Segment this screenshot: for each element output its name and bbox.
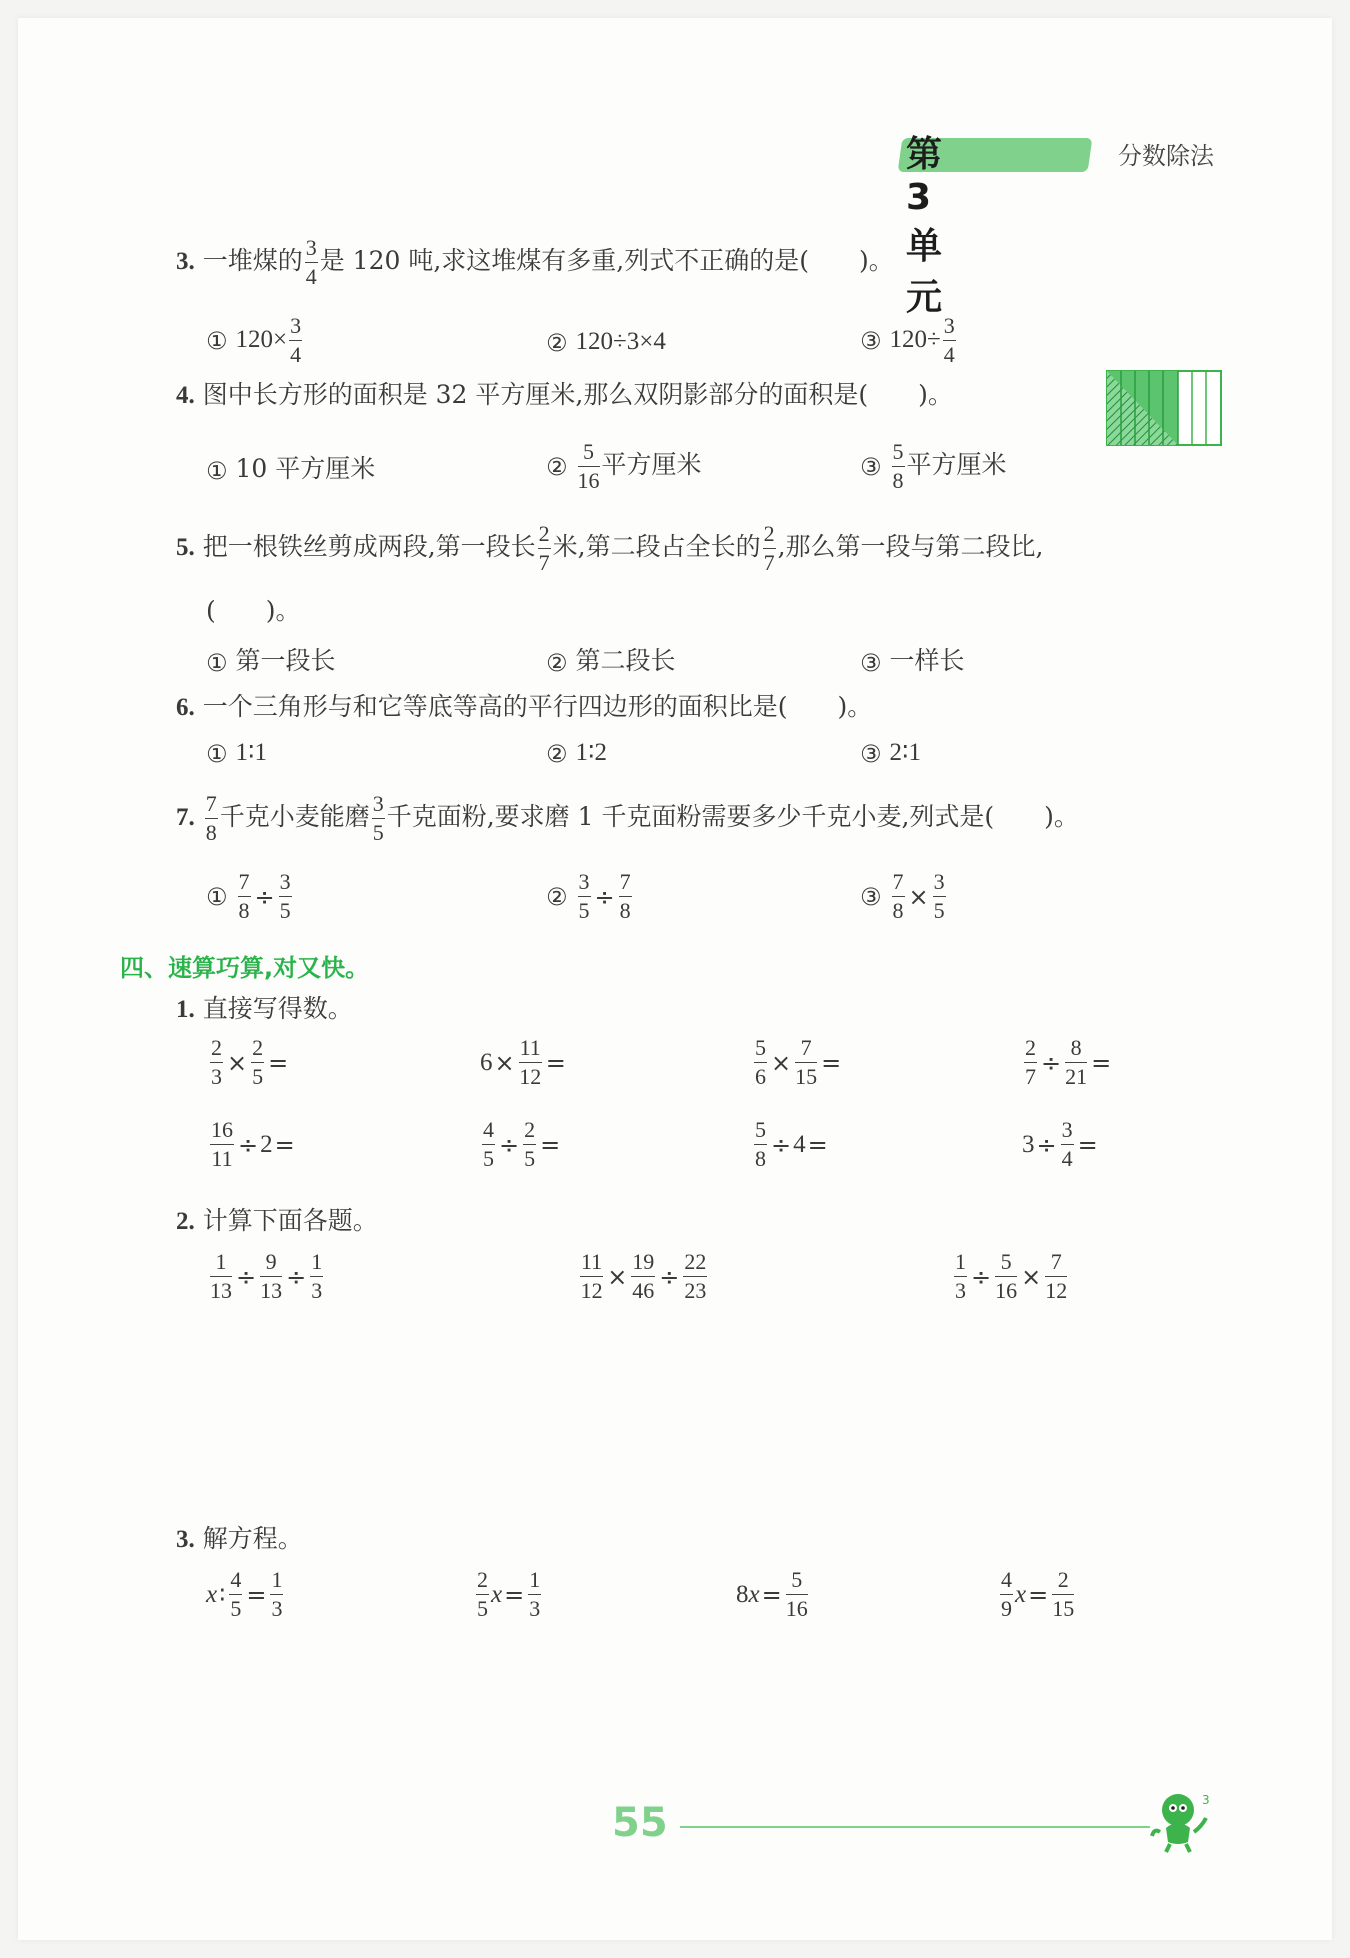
question-text: 图中长方形的面积是 32 平方厘米,那么双阴影部分的面积是( )。 (202, 380, 953, 409)
mental-item: 3÷ $\frac{3}{4}$ = (1022, 1117, 1098, 1172)
mental-item: $\frac{4}{5}$ ÷ $\frac{2}{5}$ = (483, 1117, 561, 1172)
equation-item: $\frac{4}{9}$ x= $\frac{2}{15}$ (1001, 1567, 1075, 1622)
mental-item: $\frac{2}{7}$ ÷ $\frac{8}{21}$ = (1025, 1035, 1112, 1090)
calc-item: $\frac{11}{12}$ × $\frac{19}{46}$ ÷ $\frac{22}{23}$ (580, 1249, 707, 1304)
page-number: 55 (612, 1800, 668, 1846)
section-title: 四、速算巧算,对又快。 (120, 954, 370, 982)
rectangle-figure (1106, 370, 1222, 450)
question-number: 3. (176, 248, 195, 276)
mental-item: $\frac{5}{8}$ ÷4= (755, 1117, 828, 1172)
mental-item: 6× $\frac{11}{12}$ = (480, 1035, 566, 1090)
calc-item: $\frac{1}{3}$ ÷ $\frac{5}{16}$ × $\frac{7}{12}$ (955, 1249, 1068, 1304)
q5-option-1: ① 第一段长 (206, 646, 336, 677)
calc-item: $\frac{1}{13}$ ÷ $\frac{9}{13}$ ÷ $\frac{1}{3}$ (210, 1249, 323, 1304)
question-4: 4. 图中长方形的面积是 32 平方厘米,那么双阴影部分的面积是( )。 (176, 380, 953, 409)
q5-answer-blank: ( )。 (206, 596, 301, 625)
fraction: $\frac{3}{4}$ (305, 235, 317, 290)
q3-option-1: ① 120× $\frac{3}{4}$ (206, 313, 302, 368)
q6-option-1: ① 1∶1 (206, 739, 268, 769)
equation-item: x∶ $\frac{4}{5}$ = $\frac{1}{3}$ (206, 1567, 283, 1622)
question-3 (176, 236, 894, 289)
q7-option-2: ② $\frac{3}{5}$ ÷ $\frac{7}{8}$ (546, 869, 631, 924)
svg-text:3: 3 (1202, 1793, 1210, 1807)
question-text: 是 120 吨,求这堆煤有多重,列式不正确的是( )。 (319, 246, 894, 276)
q3-option-2: ② 120÷3×4 (546, 328, 666, 357)
equation-item: $\frac{2}{5}$ x= $\frac{1}{3}$ (477, 1567, 541, 1622)
q7-option-1: ① $\frac{7}{8}$ ÷ $\frac{3}{5}$ (206, 869, 291, 924)
question-5: 5. 把一根铁丝剪成两段,第一段长 $\frac{2}{7}$ 米,第二段占全长的 $\frac{2}{7}$ ,那么第一段与第二段比, (176, 521, 1044, 576)
q6-option-2: ② 1∶2 (546, 739, 608, 769)
q6-option-3: ③ 2∶1 (860, 739, 922, 769)
footer-line (680, 1826, 1150, 1828)
q5-option-3: ③ 一样长 (860, 646, 965, 677)
equation-item: 8x= $\frac{5}{16}$ (736, 1567, 808, 1622)
part-1-title: 1. 直接写得数。 (176, 994, 353, 1023)
question-7: 7. $\frac{7}{8}$ 千克小麦能磨 $\frac{3}{5}$ 千克面粉,要求磨 1 千克面粉需要多少千克小麦,列式是( )。 (176, 791, 1079, 846)
mascot-icon (1146, 1788, 1216, 1858)
q5-option-2: ② 第二段长 (546, 646, 676, 677)
unit-title: 第 3 单元 (906, 134, 949, 318)
q4-option-1: ① 10 平方厘米 (206, 454, 376, 485)
part-3-title: 3. 解方程。 (176, 1524, 303, 1553)
q4-option-2: ② $\frac{5}{16}$ 平方厘米 (546, 439, 702, 494)
q7-option-3: ③ $\frac{7}{8}$ × $\frac{3}{5}$ (860, 869, 945, 924)
mental-item: $\frac{2}{3}$ × $\frac{2}{5}$ = (211, 1035, 289, 1090)
q3-option-3: ③ 120÷ $\frac{3}{4}$ (860, 313, 955, 368)
mental-item: $\frac{16}{11}$ ÷2= (211, 1117, 295, 1172)
worksheet-page (18, 18, 1332, 1940)
question-text: 一堆煤的 (202, 246, 303, 276)
part-2-title: 2. 计算下面各题。 (176, 1206, 378, 1235)
mental-item: $\frac{5}{6}$ × $\frac{7}{15}$ = (755, 1035, 842, 1090)
q4-option-3: ③ $\frac{5}{8}$ 平方厘米 (860, 439, 1007, 494)
unit-topic: 分数除法 (1118, 142, 1214, 170)
question-6: 6. 一个三角形与和它等底等高的平行四边形的面积比是( )。 (176, 692, 873, 721)
